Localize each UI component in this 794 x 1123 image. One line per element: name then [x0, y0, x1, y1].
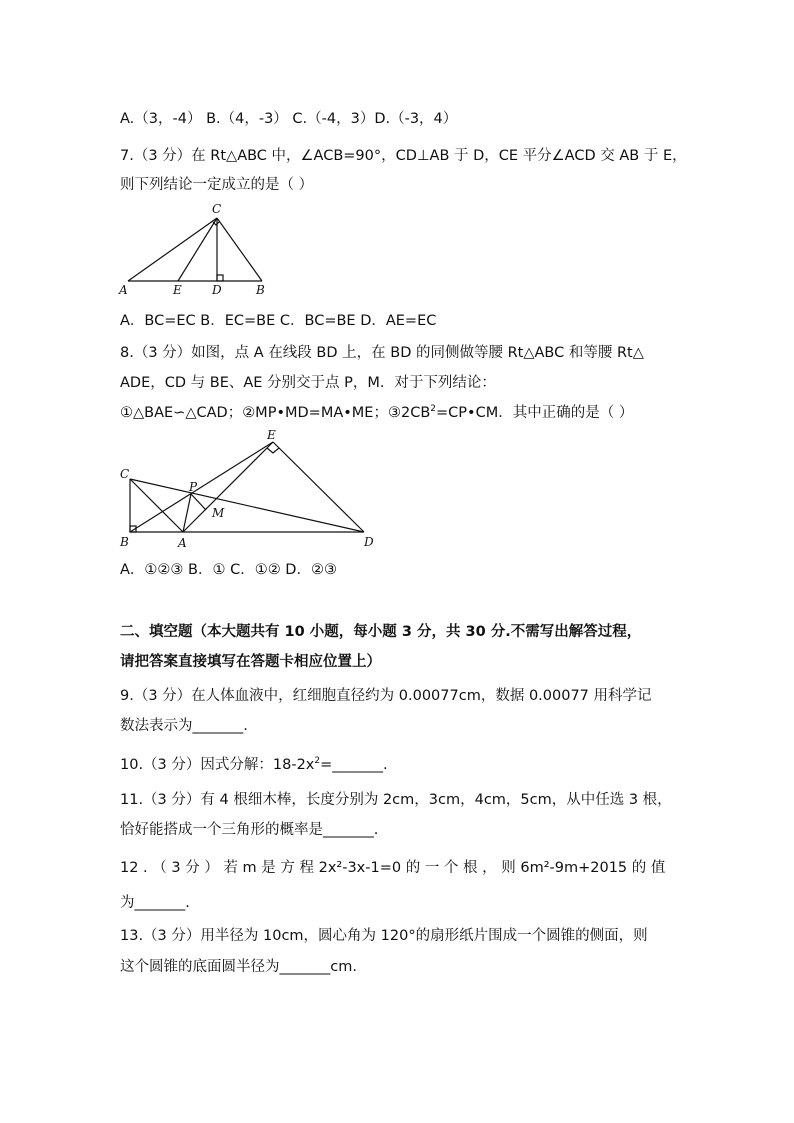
- q7-triangle-figure: [116, 200, 276, 300]
- q8-triangle-figure: [112, 426, 382, 556]
- q10-line1: [120, 755, 388, 775]
- q8-label-D: D: [364, 535, 374, 549]
- q13-line1: 13.（3 分）用半径为 10cm，圆心角为 120°的扇形纸片围成一个圆锥的侧面，则: [120, 928, 648, 944]
- q7-label-C: C: [212, 202, 222, 216]
- q8-label-A: A: [178, 536, 187, 550]
- q8-label-E: E: [267, 428, 276, 442]
- q12-line1: 12 . （ 3 分 ） 若 m 是 方 程 2x²-3x-1=0 的 一 个 根 ， 则 6m²-9m+2015 的 值: [120, 860, 666, 876]
- section2-heading-line1: 二、填空题（本大题共有 10 小题，每小题 3 分，共 30 分.不需写出解答过程，: [120, 624, 642, 640]
- q8-label-M: M: [212, 506, 225, 520]
- q6-options: A.（3，-4） B.（4，-3） C.（-4，3）D.（-3，4）: [120, 111, 458, 127]
- q10-line1-part1: 10.（3 分）因式分解：18-2x: [120, 757, 315, 773]
- q9-line1: 9.（3 分）在人体血液中，红细胞直径约为 0.00077cm，数据 0.00077 用科学记: [120, 688, 652, 704]
- q8-options: A．①②③ B．① C．①② D．②③: [120, 562, 337, 578]
- q11-line2: 恰好能搭成一个三角形的概率是_______.: [120, 822, 379, 838]
- q8-stem-line3-superscript: 2: [430, 404, 437, 415]
- q7-stem-line1: 7.（3 分）在 Rt△ABC 中，∠ACB=90°，CD⊥AB 于 D，CE 平分∠ACD 交 AB 于 E，: [120, 148, 687, 164]
- q7-label-A: A: [119, 283, 128, 297]
- q10-line1-superscript: 2: [314, 756, 321, 767]
- q8-stem-line2: ADE，CD 与 BE、AE 分别交于点 P，M．对于下列结论：: [120, 375, 496, 391]
- section2-heading-line2: 请把答案直接填写在答题卡相应位置上）: [120, 654, 381, 670]
- q8-label-P: P: [189, 480, 198, 494]
- q8-label-C: C: [120, 467, 130, 481]
- q7-label-D: D: [212, 283, 222, 297]
- q7-label-E: E: [173, 283, 182, 297]
- q10-line1-part2: =_______.: [320, 757, 388, 773]
- q8-stem-line3-part2: =CP•CM．其中正确的是（ ）: [436, 405, 634, 421]
- q12-line2: 为_______.: [120, 895, 190, 911]
- q13-line2: 这个圆锥的底面圆半径为_______cm.: [120, 959, 357, 975]
- q7-stem-line2: 则下列结论一定成立的是（ ）: [120, 177, 314, 193]
- q8-stem-line3-part1: ①△BAE∽△CAD；②MP•MD=MA•ME；③2CB: [120, 405, 431, 421]
- q11-line1: 11.（3 分）有 4 根细木棒，长度分别为 2cm，3cm，4cm，5cm，从中任选 3 根，: [120, 792, 672, 808]
- q8-stem-line3: [120, 403, 633, 423]
- q8-label-B: B: [120, 535, 129, 549]
- q7-options: A．BC=EC B．EC=BE C．BC=BE D．AE=EC: [120, 313, 437, 329]
- q9-line2: 数法表示为_______.: [120, 718, 248, 734]
- q7-label-B: B: [256, 283, 265, 297]
- q8-stem-line1: 8.（3 分）如图，点 A 在线段 BD 上，在 BD 的同侧做等腰 Rt△ABC 和等腰 Rt△: [120, 345, 644, 361]
